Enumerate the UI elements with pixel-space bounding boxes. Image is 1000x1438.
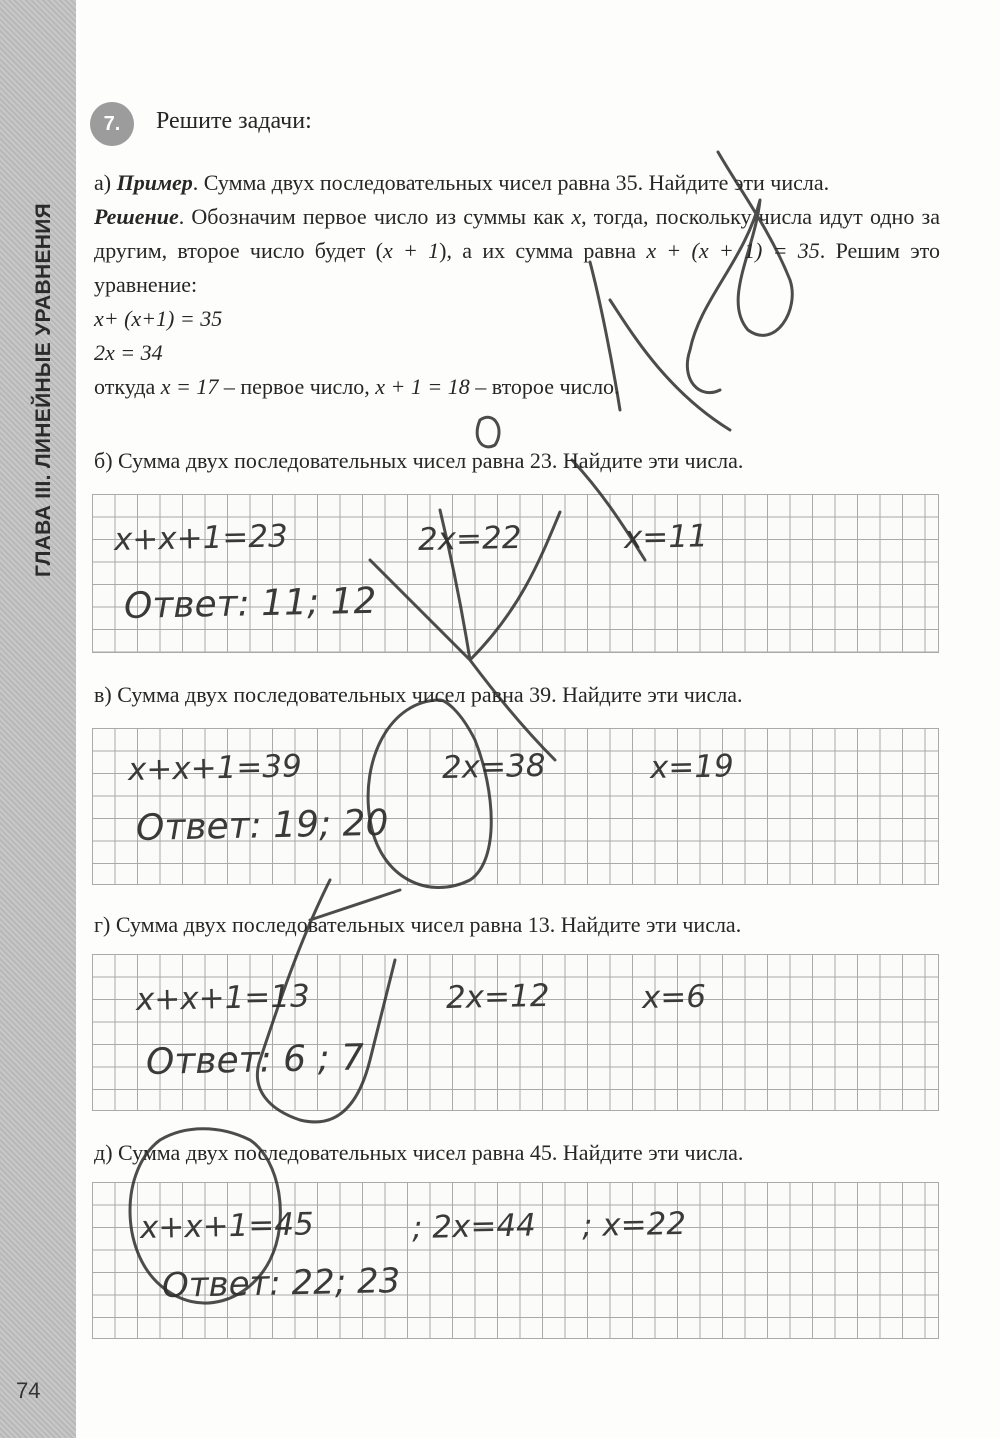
part-b-answer: Ответ: 11; 12 xyxy=(123,580,377,627)
page-number: 74 xyxy=(16,1378,41,1403)
part-d-step: 2x=12 xyxy=(445,977,550,1016)
part-b-equation: x+x+1=23 xyxy=(113,518,289,558)
part-e-step: ; 2x=44 xyxy=(411,1207,537,1246)
part-b-root: x=11 xyxy=(623,518,709,556)
part-d-answer: Ответ: 6 ; 7 xyxy=(145,1037,365,1083)
part-b-step: 2x=22 xyxy=(417,519,522,558)
solution-step-2: 2x = 34 xyxy=(94,340,163,365)
example-label: Пример xyxy=(116,170,193,195)
chapter-title-text: ГЛАВА III. ЛИНЕЙНЫЕ УРАВНЕНИЯ xyxy=(32,202,55,578)
part-b-answer-grid[interactable] xyxy=(92,494,939,653)
example-statement: а) Пример. Сумма двух последовательных чисел равна 35. Найдите эти числа. xyxy=(94,170,830,195)
part-c-root: x=19 xyxy=(649,748,735,786)
part-e-root: ; x=22 xyxy=(581,1205,687,1244)
solution-label: Решение xyxy=(94,204,179,229)
part-c-title: в) Сумма двух последовательных чисел равна 39. Найдите эти числа. xyxy=(94,682,743,707)
part-c-answer: Ответ: 19; 20 xyxy=(135,802,389,849)
scrawl-stroke-3 xyxy=(477,417,499,447)
solution-step-1: x+ (x+1) = 35 xyxy=(94,306,223,331)
part-c-equation: x+x+1=39 xyxy=(127,748,303,788)
part-d-title: г) Сумма двух последовательных чисел равна 13. Найдите эти числа. xyxy=(94,912,742,937)
part-d-root: x=6 xyxy=(641,978,707,1016)
part-e-title: д) Сумма двух последовательных чисел равна 45. Найдите эти числа. xyxy=(94,1140,744,1165)
part-e-equation: x+x+1=45 xyxy=(139,1206,315,1246)
solution-conclusion: откуда x = 17 – первое число, x + 1 = 18 – второе число. xyxy=(94,374,620,399)
part-d-equation: x+x+1=13 xyxy=(135,978,311,1018)
part-c-step: 2x=38 xyxy=(441,747,546,786)
task-prompt: Решите задачи: xyxy=(156,108,312,134)
part-c-answer-grid[interactable] xyxy=(92,728,939,885)
example-solution: Решение. Обозначим первое число из суммы как x, тогда, поскольку числа идут одно за другим, второе число будет (x + 1), а их сумма равна x + (x + 1) = 35. Решим это уравнение: xyxy=(94,204,940,297)
part-e-answer-grid[interactable] xyxy=(92,1182,939,1339)
part-d-answer-grid[interactable] xyxy=(92,954,939,1111)
part-e-answer: Ответ: 22; 23 xyxy=(161,1261,401,1306)
task-number-badge: 7. xyxy=(90,102,134,146)
worked-example xyxy=(94,166,940,404)
part-b-title: б) Сумма двух последовательных чисел равна 23. Найдите эти числа. xyxy=(94,448,744,473)
